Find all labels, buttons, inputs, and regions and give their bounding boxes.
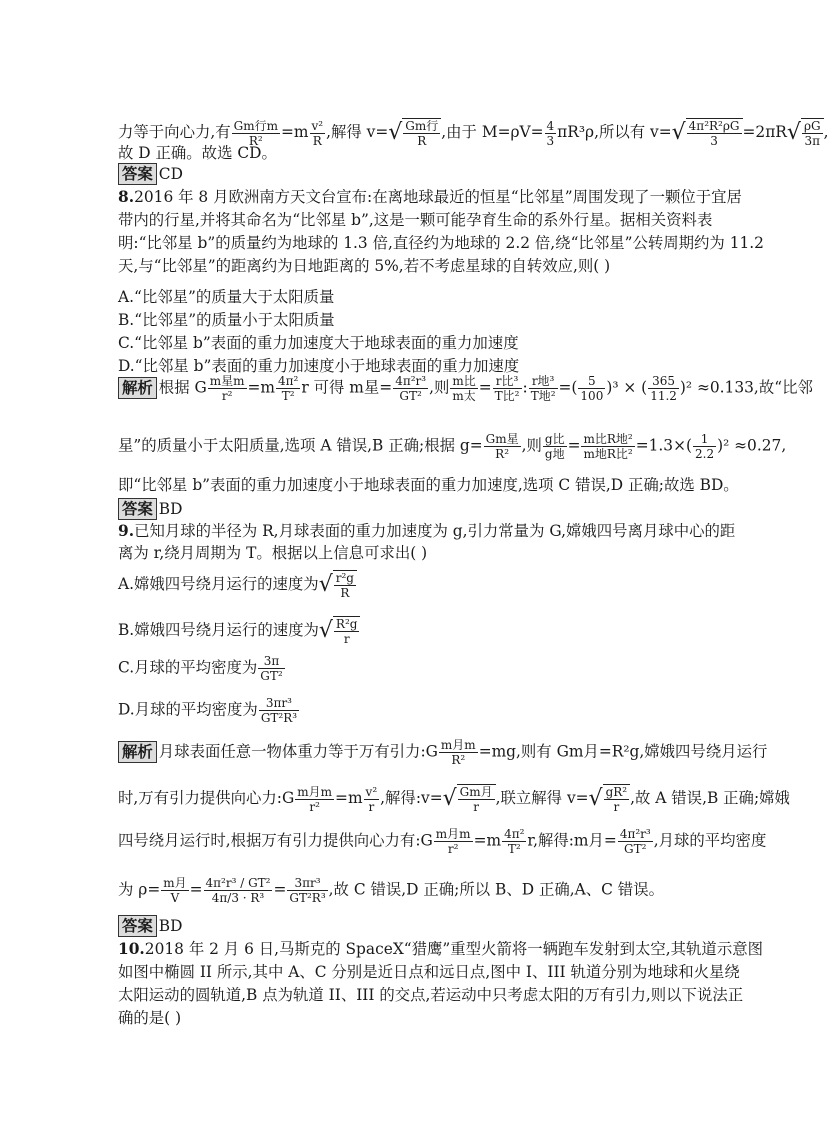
q8-answer: 答案 BD [118,498,182,520]
fraction: $\frac{\text{4π²}}{\text{T²}}$ [278,374,299,403]
fraction: $\frac{\text{r地³}}{\text{T地²}}$ [530,374,556,403]
radical: √ $\frac{\text{Gm月}}{r}$ [443,784,496,814]
analysis-tag: 解析 [118,377,157,399]
fraction: $\frac{\text{m比}}{\text{m太}}$ [452,374,476,403]
analysis-tag: 解析 [118,741,157,763]
q9-stem-line: 离为 r,绕月周期为 T。根据以上信息可求出( ) [118,544,428,562]
fraction: $\frac{\text{v²}}{R}$ [311,118,324,148]
q10-stem-line: 10.2018 年 2 月 6 日,马斯克的 SpaceX“猎鹰”重型火箭将一辆跑车发射到太空,其轨道示意图 [118,940,763,958]
fraction: $\frac{\text{Gm星}}{\text{R²}}$ [485,432,519,461]
fraction: $\frac{\text{m星m}}{\text{r²}}$ [209,374,245,403]
question-number: 9. [118,522,135,540]
radical: √ $\frac{\text{R²g}}{r}$ [319,616,361,646]
q10-stem-line: 确的是( ) [118,1009,182,1027]
fraction: $\frac{3\pi}{\text{GT²}}$ [260,654,283,683]
q9-answer: 答案 BD [118,915,182,937]
fraction: $\frac{\text{4π²}}{\text{T²}}$ [504,827,525,856]
answer-tag: 答案 [118,163,157,185]
q9-analysis-line: 为 ρ= $\frac{\text{m月}}{V}$ = $\frac{\text{4π²r³ / GT²}}{\text{4π/3 · R³}}$ = $\frac{\text{3πr³}}{\text{GT²R³}}$ ,故 C 错误,D 正确;所以 B、D 正确,A、C 错误。 [118,876,664,905]
question-number: 10. [118,940,145,958]
q8-stem-line: 天,与“比邻星”的距离约为日地距离的 5%,若不考虑星球的自转效应,则( ) [118,257,611,275]
fraction: $\frac{\text{m月m}}{\text{r²}}$ [297,784,333,814]
fraction: $\frac{4}{3}$ [546,118,555,148]
fraction: $\frac{\text{r比³}}{\text{T比²}}$ [494,374,520,403]
q9-analysis-line: 解析 月球表面任意一物体重力等于万有引力:G $\frac{\text{m月m}}{\text{R²}}$ =mg,则有 Gm月=R²g,嫦娥四号绕月运行 [118,738,767,767]
q9-option-b: B.嫦娥四号绕月运行的速度为√ $\frac{\text{R²g}}{r}$ [118,616,360,646]
q8-analysis-line: 解析 根据 G $\frac{\text{m星m}}{\text{r²}}$ =m $\frac{\text{4π²}}{\text{T²}}$ r 可得 m星= $\frac{\text{4π²r³}}{\text{GT²}}$ ,则 $\frac{\text{m比}}{\text{m太}}$ = $\frac{\text{r比³}}{\text{T比²}}$ : $\frac{\text{r地³}}{\text{T地²}}$ =( $\frac{5}{100}$ )³ × ( $\frac{365}{11.2}$ )² ≈0.133,故“比邻 [118,374,813,403]
fraction: $\frac{\text{m比R地²}}{\text{m地R比²}}$ [583,432,633,461]
answer-tag: 答案 [118,498,157,520]
fraction: $\frac{\text{v²}}{r}$ [365,784,378,814]
fraction: $\frac{5}{100}$ [580,374,604,403]
q7-analysis-line: 力等于向心力,有 $\frac{\text{Gm行m}}{\text{R²}}$ =m $\frac{\text{v²}}{R}$ ,解得 v=√ $\frac{\text{Gm行}}{R}$ ,由于 M=ρV= $\frac{4}{3}$ πR³ρ,所以有 v=√ $\frac{\text{4π²R²ρG}}{3}$ =2πR√ $\frac{\rho G}{3\pi}$ , [118,118,828,148]
q8-option-d: D.“比邻星 b”表面的重力加速度小于地球表面的重力加速度 [118,357,520,375]
fraction: $\frac{\text{Gm行m}}{\text{R²}}$ [233,118,278,148]
fraction: $\frac{\text{4π²r³}}{\text{GT²}}$ [395,374,427,403]
fraction: $\frac{\text{4π²r³}}{\text{GT²}}$ [619,827,651,856]
q9-stem-line: 9.已知月球的半径为 R,月球表面的重力加速度为 g,引力常量为 G,嫦娥四号离月球中心的距 [118,522,736,540]
q9-option-d: D.月球的平均密度为 $\frac{\text{3πr³}}{\text{GT²R³}}$ [118,696,298,725]
q8-stem-line: 8.2016 年 8 月欧洲南方天文台宣布:在离地球最近的恒星“比邻星”周围发现了一颗位于宜居 [118,188,742,206]
q9-option-a: A.嫦娥四号绕月运行的速度为√ $\frac{\text{r²g}}{R}$ [118,570,357,600]
q8-option-a: A.“比邻星”的质量大于太阳质量 [118,288,335,306]
radical: √ $\frac{\text{r²g}}{R}$ [319,570,357,600]
q9-option-c: C.月球的平均密度为 $\frac{3\pi}{\text{GT²}}$ [118,654,283,683]
fraction: $\frac{365}{11.2}$ [650,374,677,403]
radical: √ $\frac{\rho G}{3\pi}$ [787,118,824,148]
fraction: $\frac{\text{m月}}{V}$ [163,876,187,905]
radical: √ $\frac{\text{Gm行}}{R}$ [388,118,441,148]
q7-analysis-line: 故 D 正确。故选 CD。 [118,144,277,162]
q8-stem-line: 明:“比邻星 b”的质量约为地球的 1.3 倍,直径约为地球的 2.2 倍,绕“比邻星”公转周期约为 11.2 [118,234,764,252]
fraction: $\frac{\text{3πr³}}{\text{GT²R³}}$ [260,696,298,725]
fraction: $\frac{\text{3πr³}}{\text{GT²R³}}$ [289,876,326,905]
q8-stem-line: 带内的行星,并将其命名为“比邻星 b”,这是一颗可能孕育生命的系外行星。据相关资料表 [118,211,713,229]
radical: √ $\frac{\text{gR²}}{r}$ [589,784,631,814]
q9-analysis-line: 四号绕月运行时,根据万有引力提供向心力有:G $\frac{\text{m月m}}{\text{r²}}$ =m $\frac{\text{4π²}}{\text{T²}}$ r,解得:m月= $\frac{\text{4π²r³}}{\text{GT²}}$ ,月球的平均密度 [118,827,767,856]
q7-answer: 答案 CD [118,163,183,185]
q10-stem-line: 如图中椭圆 II 所示,其中 A、C 分别是近日点和远日点,图中 I、III 轨道分别为地球和火星绕 [118,963,740,981]
q8-option-c: C.“比邻星 b”表面的重力加速度大于地球表面的重力加速度 [118,334,519,352]
fraction: $\frac{\text{m月m}}{\text{R²}}$ [440,738,476,767]
q8-analysis-line: 即“比邻星 b”表面的重力加速度小于地球表面的重力加速度,选项 C 错误,D 正确;故选 BD。 [118,476,739,494]
q10-stem-line: 太阳运动的圆轨道,B 点为轨道 II、III 的交点,若运动中只考虑太阳的万有引力,则以下说法正 [118,986,744,1004]
question-number: 8. [118,188,135,206]
fraction: $\frac{\text{m月m}}{\text{r²}}$ [435,827,471,856]
fraction: $\frac{1}{2.2}$ [695,432,715,461]
radical: √ $\frac{\text{4π²R²ρG}}{3}$ [672,118,743,148]
q9-analysis-line: 时,万有引力提供向心力:G $\frac{\text{m月m}}{\text{r²}}$ =m $\frac{\text{v²}}{r}$ ,解得:v=√ $\frac{\text{Gm月}}{r}$ ,联立解得 v=√ $\frac{\text{gR²}}{r}$ ,故 A 错误,B 正确;嫦娥 [118,784,790,814]
q8-analysis-line: 星”的质量小于太阳质量,选项 A 错误,B 正确;根据 g= $\frac{\text{Gm星}}{\text{R²}}$ ,则 $\frac{\text{g比}}{\text{g地}}$ = $\frac{\text{m比R地²}}{\text{m地R比²}}$ =1.3×( $\frac{1}{2.2}$ )² ≈0.27, [118,432,787,461]
fraction: $\frac{\text{g比}}{\text{g地}}$ [544,432,565,461]
fraction: $\frac{\text{4π²r³ / GT²}}{\text{4π/3 · R³}}$ [205,876,271,905]
q8-option-b: B.“比邻星”的质量小于太阳质量 [118,311,335,329]
answer-tag: 答案 [118,915,157,937]
